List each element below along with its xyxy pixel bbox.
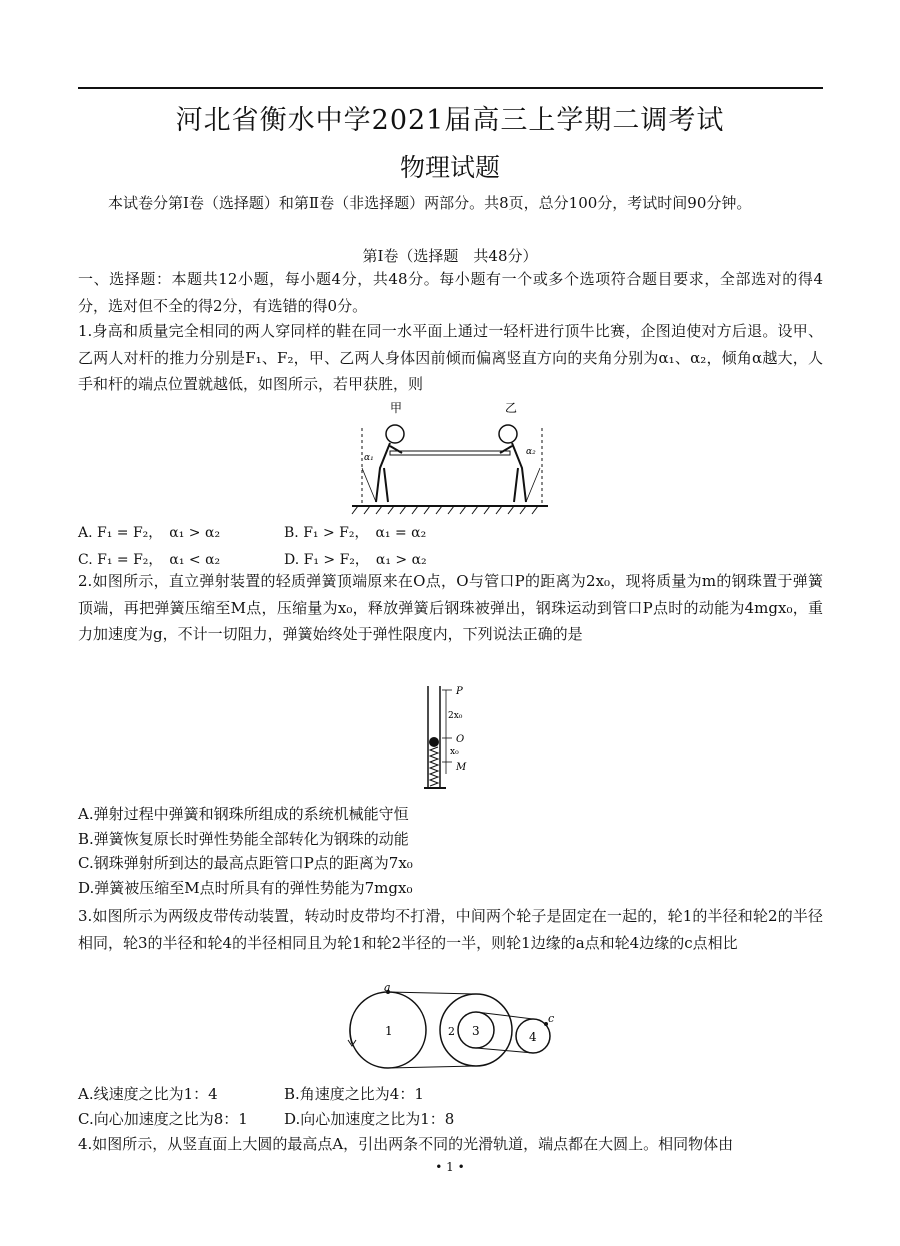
q3-fig-wheel-1: 1 xyxy=(385,1024,393,1038)
exam-subtitle: 物理试题 xyxy=(399,153,500,182)
exam-title: 河北省衡水中学2021届高三上学期二调考试 xyxy=(175,105,725,136)
q2-option-a: A.弹射过程中弹簧和钢珠所组成的系统机械能守恒 xyxy=(78,805,409,823)
q1-fig-label-yi: 乙 xyxy=(505,401,518,415)
q3-fig-label-c: c xyxy=(548,1012,555,1025)
q1-option-d: D. F₁ > F₂， α₁ > α₂ xyxy=(284,552,427,568)
q3-fig-wheel-2: 2 xyxy=(448,1025,455,1038)
q1-option-b: B. F₁ > F₂， α₁ = α₂ xyxy=(284,525,427,541)
q1-fig-alpha1: α₁ xyxy=(364,453,374,463)
q1-fig-label-jia: 甲 xyxy=(390,401,403,415)
q2-option-c: C.钢珠弹射所到达的最高点距管口P点的距离为7x₀ xyxy=(78,854,413,872)
q3-option-d: D.向心加速度之比为1：8 xyxy=(284,1110,455,1128)
q1-figure xyxy=(350,398,550,520)
page-number: • 1 • xyxy=(435,1160,465,1174)
q3-fig-wheel-4: 4 xyxy=(529,1030,537,1044)
header-rule xyxy=(78,87,823,89)
question-3-text: 3.如图所示为两级皮带传动装置，转动时皮带均不打滑，中间两个轮子是固定在一起的，轮1的半径和轮2的半径相同，轮3的半径和轮4的半径相同且为轮1和轮2半径的一半，则轮1边缘的a点和轮4边缘的c点相比 xyxy=(78,907,823,952)
section-instructions: 一、选择题：本题共12小题，每小题4分，共48分。每小题有一个或多个选项符合题目要求，全部选对的得4分，选对但不全的得2分，有选错的得0分。 xyxy=(78,270,823,315)
q2-fig-label-2x0: 2x₀ xyxy=(448,711,463,721)
q3-option-a: A.线速度之比为1：4 xyxy=(78,1085,218,1103)
q1-fig-alpha2: α₂ xyxy=(526,447,536,457)
q2-fig-label-m: M xyxy=(456,762,467,773)
q2-fig-label-p: P xyxy=(456,686,463,697)
q2-option-b: B.弹簧恢复原长时弹性势能全部转化为钢珠的动能 xyxy=(78,830,409,848)
q3-option-b: B.角速度之比为4：1 xyxy=(284,1085,424,1103)
question-4-text: 4.如图所示，从竖直面上大圆的最高点A，引出两条不同的光滑轨道，端点都在大圆上。相同物体由 xyxy=(78,1135,734,1153)
q2-fig-label-o: O xyxy=(456,734,465,745)
q3-fig-wheel-3: 3 xyxy=(472,1024,480,1038)
question-2-text: 2.如图所示，直立弹射装置的轻质弹簧顶端原来在O点，O与管口P的距离为2x₀，现将质量为m的钢珠置于弹簧顶端，再把弹簧压缩至M点，压缩量为x₀，释放弹簧后钢珠被弹出，钢珠运动到管口P点时的动能为4mgx₀，重力加速度为g，不计一切阻力，弹簧始终处于弹性限度内，下列说法正确的是 xyxy=(78,572,823,643)
q3-fig-label-a: a xyxy=(384,982,391,994)
q2-fig-label-x0: x₀ xyxy=(450,747,459,757)
q3-figure xyxy=(340,982,570,1074)
question-1-text: 1.身高和质量完全相同的两人穿同样的鞋在同一水平面上通过一轻杆进行顶牛比赛，企图迫使对方后退。设甲、乙两人对杆的推力分别是F₁、F₂，甲、乙两人身体因前倾而偏离竖直方向的夹角分别为α₁、α₂，倾角α越大，人手和杆的端点位置就越低，如图所示，若甲获胜，则 xyxy=(78,322,823,393)
q1-option-c: C. F₁ = F₂， α₁ < α₂ xyxy=(78,552,221,568)
intro-paragraph: 本试卷分第Ⅰ卷（选择题）和第Ⅱ卷（非选择题）两部分。共8页，总分100分，考试时间90分钟。 xyxy=(108,194,752,212)
q1-option-a: A. F₁ = F₂， α₁ > α₂ xyxy=(78,525,221,541)
section-heading: 第Ⅰ卷（选择题 共48分） xyxy=(362,247,538,265)
q2-figure xyxy=(418,684,488,794)
q3-option-c: C.向心加速度之比为8：1 xyxy=(78,1110,248,1128)
q2-option-d: D.弹簧被压缩至M点时所具有的弹性势能为7mgx₀ xyxy=(78,879,413,897)
